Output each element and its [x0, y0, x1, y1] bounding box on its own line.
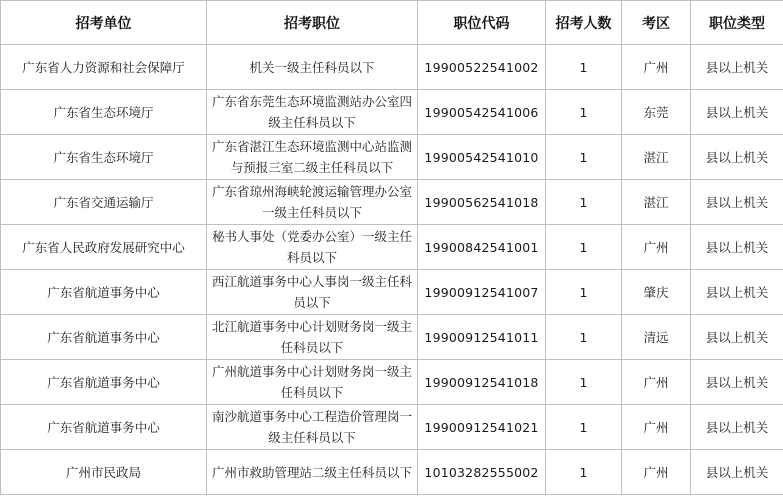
cell-unit: 广东省生态环境厅	[1, 135, 207, 180]
cell-unit: 广东省航道事务中心	[1, 315, 207, 360]
cell-region: 广州	[622, 450, 691, 495]
cell-count: 1	[546, 315, 622, 360]
cell-count: 1	[546, 405, 622, 450]
header-position: 招考职位	[207, 1, 418, 45]
cell-position: 机关一级主任科员以下	[207, 45, 418, 90]
header-code: 职位代码	[418, 1, 546, 45]
header-type: 职位类型	[691, 1, 783, 45]
cell-region: 广州	[622, 45, 691, 90]
table-row	[1, 360, 783, 405]
header-row	[1, 1, 783, 45]
cell-code: 19900542541006	[418, 90, 546, 135]
cell-unit: 广东省人力资源和社会保障厅	[1, 45, 207, 90]
cell-code: 19900912541007	[418, 270, 546, 315]
cell-unit: 广东省航道事务中心	[1, 405, 207, 450]
cell-code: 19900842541001	[418, 225, 546, 270]
table-row	[1, 405, 783, 450]
cell-position: 广东省东莞生态环境监测站办公室四级主任科员以下	[207, 90, 418, 135]
cell-code: 19900912541021	[418, 405, 546, 450]
cell-position: 西江航道事务中心人事岗一级主任科员以下	[207, 270, 418, 315]
cell-count: 1	[546, 270, 622, 315]
cell-code: 19900542541010	[418, 135, 546, 180]
cell-region: 清远	[622, 315, 691, 360]
cell-type: 县以上机关	[691, 270, 783, 315]
cell-count: 1	[546, 90, 622, 135]
cell-region: 肇庆	[622, 270, 691, 315]
cell-type: 县以上机关	[691, 45, 783, 90]
cell-unit: 广东省航道事务中心	[1, 270, 207, 315]
table-row	[1, 90, 783, 135]
cell-count: 1	[546, 360, 622, 405]
cell-code: 10103282555002	[418, 450, 546, 495]
cell-unit: 广东省交通运输厅	[1, 180, 207, 225]
cell-type: 县以上机关	[691, 405, 783, 450]
table-row	[1, 270, 783, 315]
table-row	[1, 315, 783, 360]
cell-region: 广州	[622, 360, 691, 405]
cell-position: 广州航道事务中心计划财务岗一级主任科员以下	[207, 360, 418, 405]
cell-count: 1	[546, 450, 622, 495]
cell-region: 湛江	[622, 180, 691, 225]
table-row	[1, 225, 783, 270]
cell-count: 1	[546, 180, 622, 225]
cell-position: 广州市救助管理站二级主任科员以下	[207, 450, 418, 495]
cell-position: 广东省琼州海峡轮渡运输管理办公室一级主任科员以下	[207, 180, 418, 225]
cell-unit: 广东省航道事务中心	[1, 360, 207, 405]
cell-count: 1	[546, 135, 622, 180]
cell-region: 湛江	[622, 135, 691, 180]
cell-code: 19900522541002	[418, 45, 546, 90]
cell-type: 县以上机关	[691, 450, 783, 495]
cell-type: 县以上机关	[691, 225, 783, 270]
cell-unit: 广东省生态环境厅	[1, 90, 207, 135]
table-row	[1, 45, 783, 90]
cell-code: 19900912541011	[418, 315, 546, 360]
cell-count: 1	[546, 45, 622, 90]
header-region: 考区	[622, 1, 691, 45]
cell-region: 广州	[622, 405, 691, 450]
table-row	[1, 180, 783, 225]
cell-type: 县以上机关	[691, 315, 783, 360]
cell-code: 19900912541018	[418, 360, 546, 405]
header-unit: 招考单位	[1, 1, 207, 45]
cell-unit: 广州市民政局	[1, 450, 207, 495]
cell-code: 19900562541018	[418, 180, 546, 225]
table-row	[1, 135, 783, 180]
table-row	[1, 450, 783, 495]
cell-position: 南沙航道事务中心工程造价管理岗一级主任科员以下	[207, 405, 418, 450]
cell-unit: 广东省人民政府发展研究中心	[1, 225, 207, 270]
cell-type: 县以上机关	[691, 90, 783, 135]
cell-count: 1	[546, 225, 622, 270]
cell-type: 县以上机关	[691, 135, 783, 180]
cell-position: 秘书人事处（党委办公室）一级主任科员以下	[207, 225, 418, 270]
cell-region: 东莞	[622, 90, 691, 135]
cell-type: 县以上机关	[691, 180, 783, 225]
cell-region: 广州	[622, 225, 691, 270]
cell-position: 广东省湛江生态环境监测中心站监测与预报三室二级主任科员以下	[207, 135, 418, 180]
header-count: 招考人数	[546, 1, 622, 45]
cell-position: 北江航道事务中心计划财务岗一级主任科员以下	[207, 315, 418, 360]
cell-type: 县以上机关	[691, 360, 783, 405]
